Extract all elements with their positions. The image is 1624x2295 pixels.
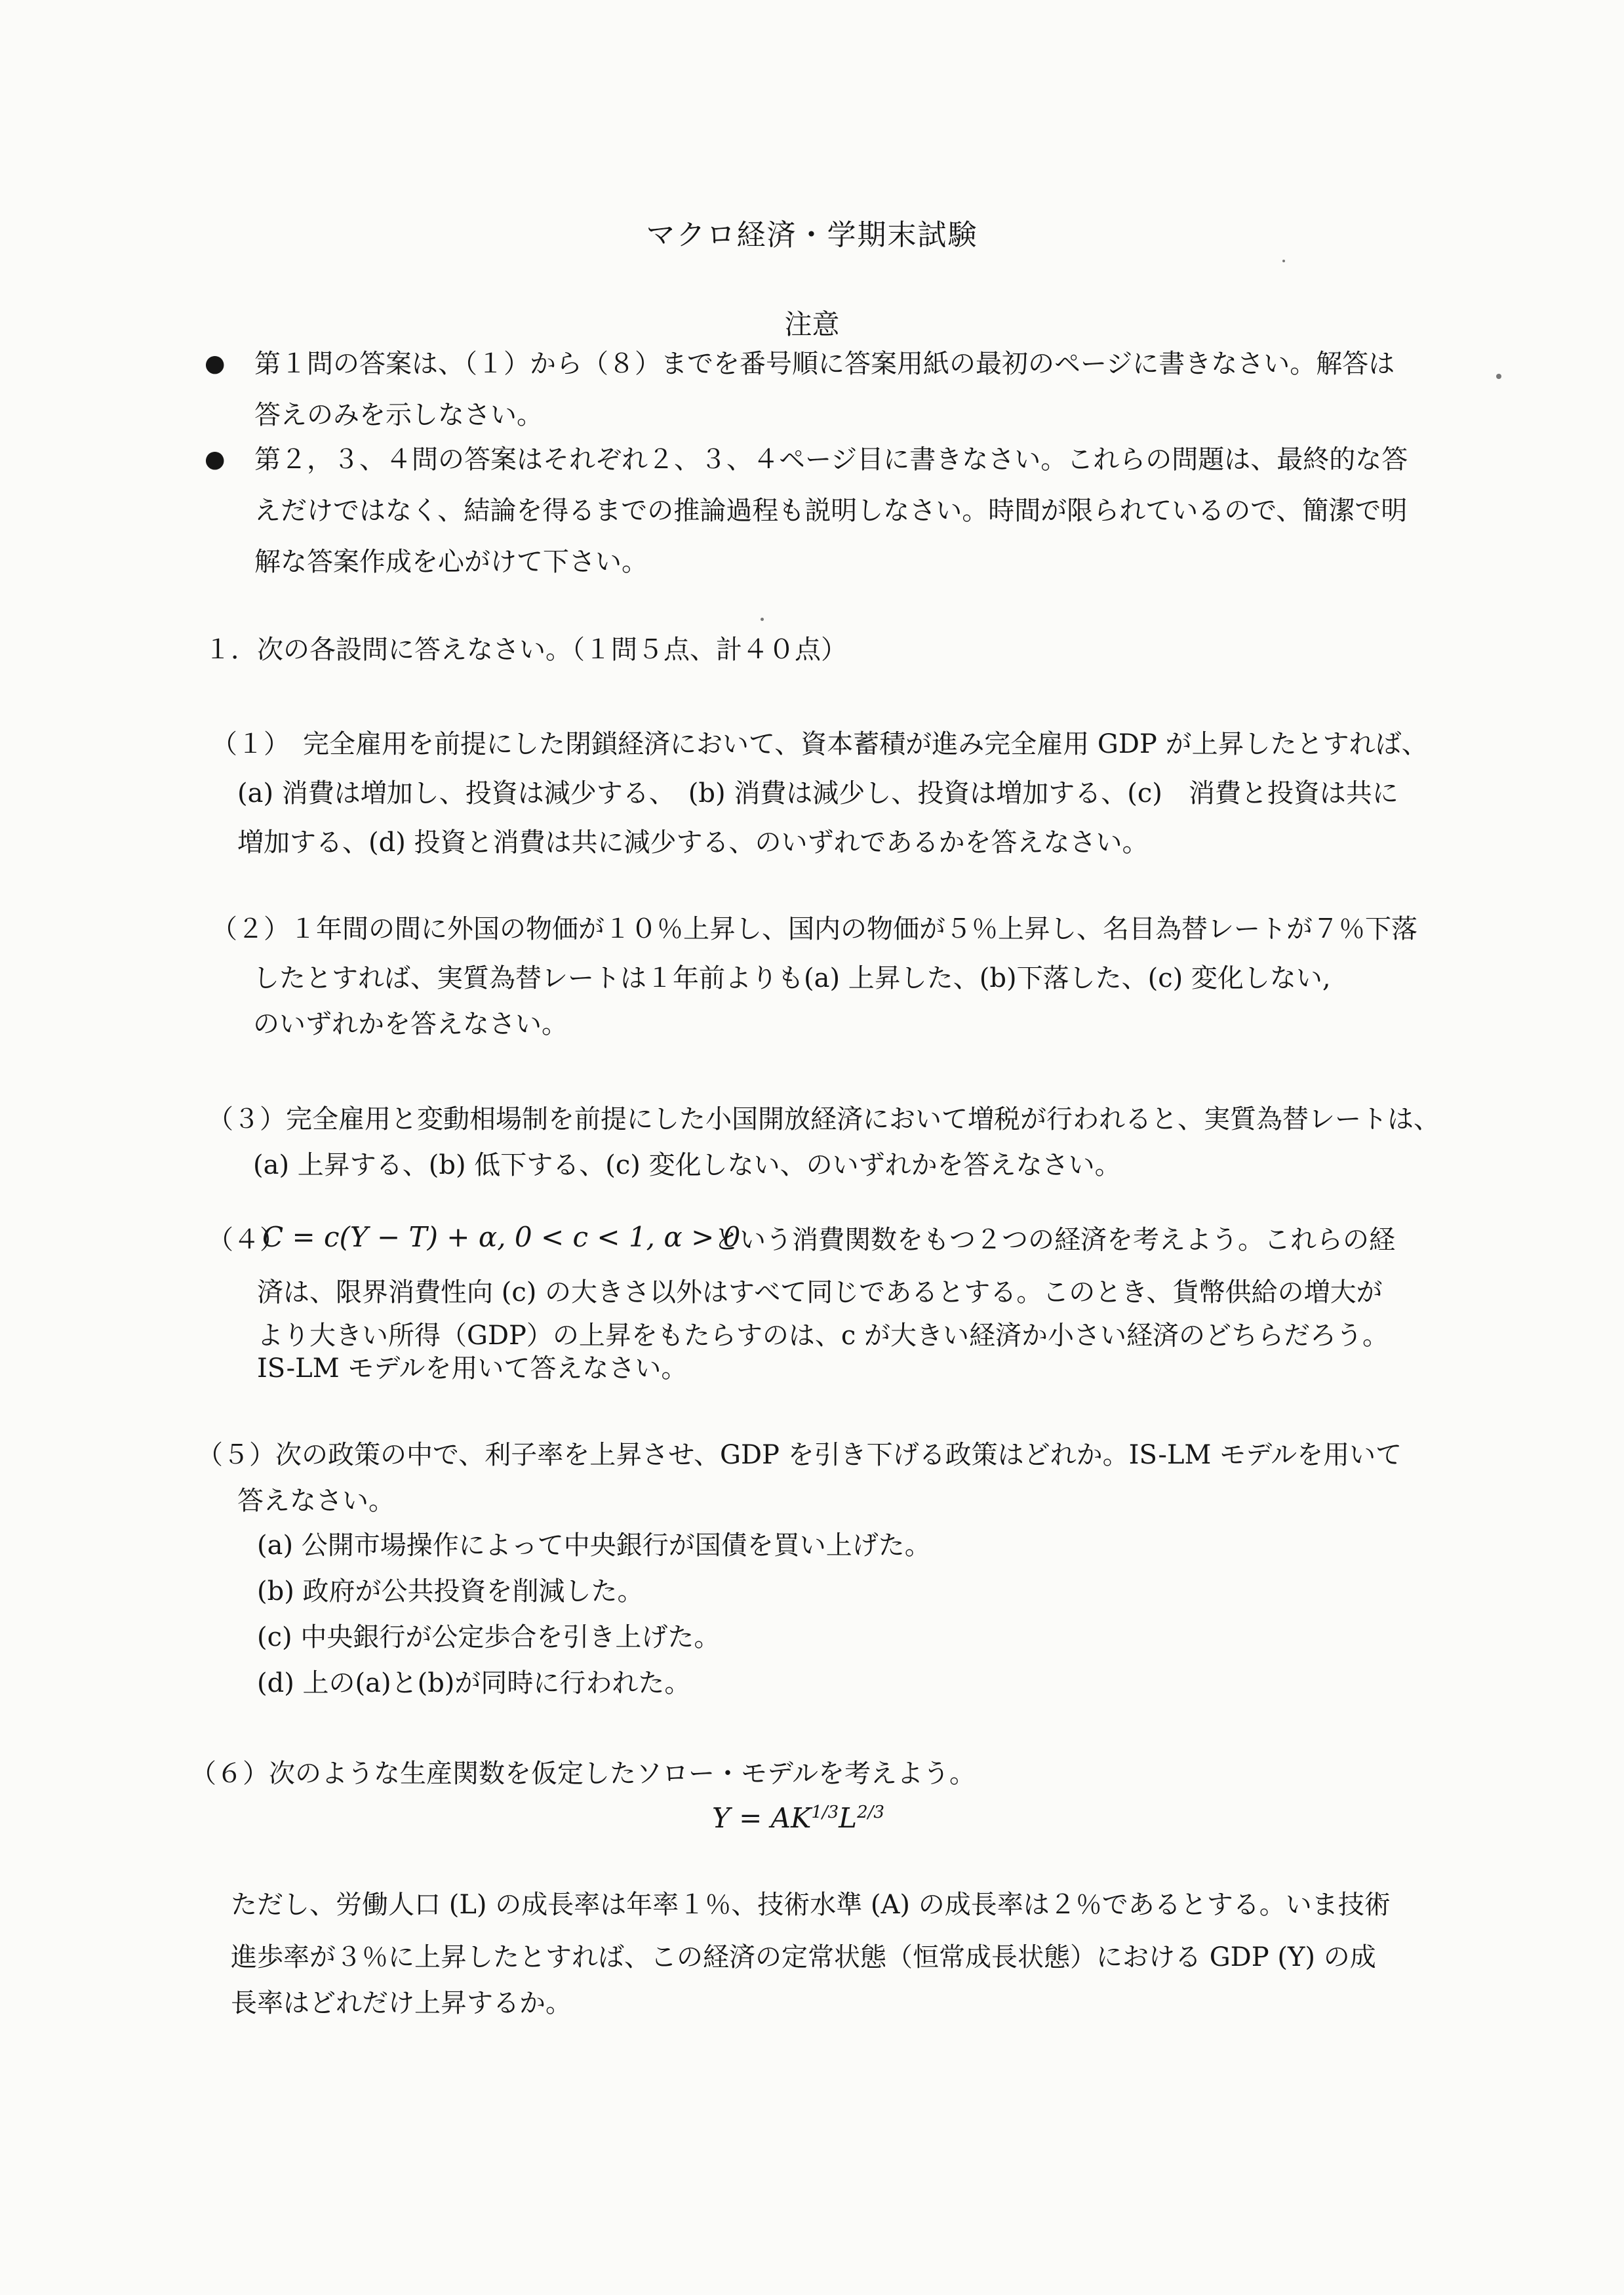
q1-line-3: 増加する、(d) 投資と消費は共に減少する、のいずれであるかを答えなさい。 — [237, 828, 1149, 858]
scan-speck — [1282, 260, 1285, 262]
formula-base: Y = AK — [712, 1802, 812, 1834]
scan-speck — [1496, 374, 1501, 379]
q2-line-1: （２）１年間の間に外国の物価が１０％上昇し、国内の物価が５％上昇し、名目為替レートが７％下落 — [211, 914, 1417, 944]
q5-option-a: (a) 公開市場操作によって中央銀行が国債を買い上げた。 — [257, 1530, 931, 1561]
notice-2-line-2: えだけではなく、結論を得るまでの推論過程も説明しなさい。時間が限られているので、簡潔で明 — [254, 496, 1408, 526]
exam-title: マクロ経済・学期末試験 — [646, 218, 978, 252]
formula-exponent-k: 1/3 — [811, 1803, 839, 1822]
section-1-heading: １．次の各設問に答えなさい。（１問５点、計４０点） — [205, 635, 847, 665]
q5-line-2: 答えなさい。 — [237, 1486, 395, 1516]
q6-line-3: 長率はどれだけ上昇するか。 — [231, 1988, 572, 2018]
q5-option-c: (c) 中央銀行が公定歩合を引き上げた。 — [257, 1622, 721, 1652]
notice-heading: 注意 — [784, 308, 840, 340]
q4-line-1: という消費関数をもつ２つの経済を考えよう。これらの経 — [713, 1225, 1395, 1255]
q2-line-3: のいずれかを答えなさい。 — [253, 1009, 568, 1039]
q6-intro: （６）次のような生産関数を仮定したソロー・モデルを考えよう。 — [190, 1759, 976, 1789]
q4-number: （４） — [207, 1225, 286, 1255]
q1-line-1: （１） 完全雇用を前提にした閉鎖経済において、資本蓄積が進み完全雇用 GDP が上昇したとすれば、 — [211, 729, 1428, 759]
bullet-icon: ● — [205, 350, 226, 377]
q5-line-1: （５）次の政策の中で、利子率を上昇させ、GDP を引き下げる政策はどれか。IS-LM モデルを用いて — [197, 1440, 1402, 1470]
q5-option-b: (b) 政府が公共投資を削減した。 — [257, 1576, 644, 1606]
formula-l: L — [839, 1802, 858, 1834]
notice-1-line-1: 第１問の答案は、（１）から（８）までを番号順に答案用紙の最初のページに書きなさい。解答は — [254, 349, 1395, 379]
q1-line-2: (a) 消費は増加し、投資は減少する、 (b) 消費は減少し、投資は増加する、(c) 消費と投資は共に — [237, 778, 1398, 808]
q6-production-function — [712, 1802, 884, 1834]
notice-2-line-1: 第２，３、４問の答案はそれぞれ２、３、４ページ目に書きなさい。これらの問題は、最終的な答 — [254, 445, 1408, 475]
q6-line-2: 進歩率が３％に上昇したとすれば、この経済の定常状態（恒常成長状態）における GDP (Y) の成 — [231, 1942, 1376, 1972]
q4-line-4: IS-LM モデルを用いて答えなさい。 — [257, 1353, 688, 1384]
q4-line-2: 済は、限界消費性向 (c) の大きさ以外はすべて同じであるとする。このとき、貨幣供給の増大が — [257, 1277, 1383, 1307]
notice-2-line-3: 解な答案作成を心がけて下さい。 — [254, 547, 648, 577]
q6-line-1: ただし、労働人口 (L) の成長率は年率１％、技術水準 (A) の成長率は２％であるとする。いま技術 — [231, 1890, 1391, 1920]
q4-consumption-formula: C = c(Y − T) + α, 0 < c < 1, α > 0 — [262, 1221, 741, 1253]
formula-exponent-l: 2/3 — [857, 1803, 884, 1822]
q2-line-2: したとすれば、実質為替レートは１年前よりも(a) 上昇した、(b)下落した、(c) 変化しない, — [253, 963, 1331, 993]
q4-line-3: より大きい所得（GDP）の上昇をもたらすのは、c が大きい経済か小さい経済のどちらだろう。 — [257, 1321, 1389, 1351]
q3-line-1: （３）完全雇用と変動相場制を前提にした小国開放経済において増税が行われると、実質為替レートは、 — [207, 1104, 1440, 1134]
bullet-icon: ● — [205, 446, 226, 473]
notice-1-line-2: 答えのみを示しなさい。 — [254, 400, 543, 430]
scan-speck — [761, 618, 764, 621]
q3-line-2: (a) 上昇する、(b) 低下する、(c) 変化しない、のいずれかを答えなさい。 — [253, 1150, 1121, 1180]
q5-option-d: (d) 上の(a)と(b)が同時に行われた。 — [257, 1668, 691, 1698]
